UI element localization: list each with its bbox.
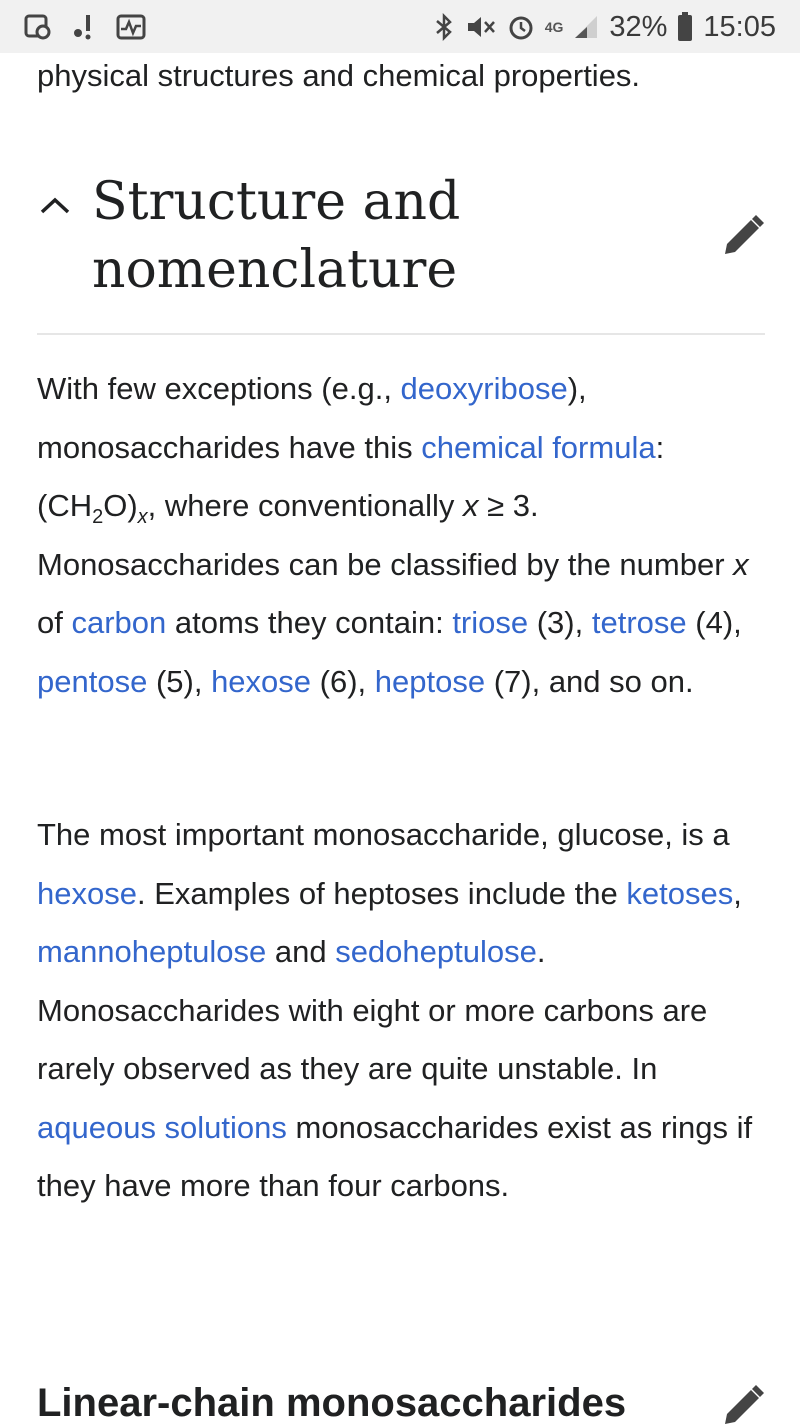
pencil-icon[interactable]: [721, 1384, 765, 1428]
screen-record-icon: [24, 14, 52, 40]
link-pentose[interactable]: pentose: [37, 663, 148, 699]
text: . Monosaccharides with eight or more carbons are rarely observed as they are quite unstable. In: [37, 934, 708, 1086]
link-hexose[interactable]: hexose: [211, 663, 312, 699]
status-right: [433, 10, 776, 44]
activity-icon: [116, 14, 146, 40]
link-chemical-formula[interactable]: chemical formula: [421, 429, 656, 465]
section-header-linear-chain[interactable]: [37, 1378, 765, 1428]
text: The most important monosaccharide, glucose, is a: [37, 817, 730, 852]
status-left: [24, 10, 146, 44]
text: monosaccharides exist as rings if they have more than four carbons.: [37, 1109, 753, 1203]
link-tetrose[interactable]: tetrose: [591, 605, 687, 640]
signal-icon: [573, 14, 599, 40]
network-type: 4G: [544, 19, 564, 35]
link-deoxyribose[interactable]: deoxyribose: [400, 371, 568, 406]
text: (6),: [311, 663, 375, 699]
italic-x: x: [463, 488, 479, 523]
link-aqueous-solutions[interactable]: aqueous solutions: [37, 1109, 287, 1145]
link-sedoheptulose[interactable]: sedoheptulose: [335, 934, 537, 969]
alarm-icon: [507, 13, 535, 41]
text: (4),: [686, 605, 742, 640]
text: ≥ 3. Monosaccharides can be classified by the number: [37, 488, 734, 582]
section-header-structure[interactable]: [37, 168, 765, 335]
subscript: 2: [92, 506, 104, 529]
link-hexose[interactable]: hexose: [37, 875, 137, 911]
pencil-icon[interactable]: [721, 214, 765, 258]
text: of: [37, 605, 72, 640]
text: , where conventionally: [147, 488, 464, 523]
clock: 15:05: [703, 10, 776, 43]
status-bar: [0, 0, 800, 53]
notification-icon: [70, 13, 98, 41]
bluetooth-icon: [433, 13, 455, 41]
subscript-x: x: [137, 506, 148, 529]
link-carbon[interactable]: carbon: [71, 605, 167, 640]
text: ), monosaccharides have this: [37, 371, 587, 465]
text: (3),: [528, 605, 592, 640]
paragraph-examples: [37, 806, 765, 1216]
chevron-up-icon[interactable]: [37, 190, 73, 220]
link-triose[interactable]: triose: [452, 605, 529, 640]
link-heptose[interactable]: heptose: [374, 663, 486, 699]
link-mannoheptulose[interactable]: mannoheptulose: [37, 934, 267, 969]
text: : (CH: [37, 429, 665, 523]
text: . Examples of heptoses include the: [136, 875, 627, 911]
battery-percent: 32%: [609, 10, 668, 43]
italic-x: x: [733, 546, 749, 582]
paragraph-formula: [37, 360, 765, 711]
mute-icon: [465, 13, 497, 41]
battery-icon: [677, 12, 693, 42]
text: atoms they contain:: [166, 605, 453, 640]
text: ,: [733, 875, 742, 911]
section-title: Linear-chain monosaccharides: [37, 1381, 627, 1425]
text: O): [103, 488, 138, 523]
link-ketoses[interactable]: ketoses: [626, 875, 734, 911]
section-title: Structure and nomenclature: [92, 172, 461, 300]
text: (5),: [147, 663, 212, 699]
lead-paragraph-tail: physical structures and chemical properties.: [37, 58, 641, 93]
text: With few exceptions (e.g.,: [37, 371, 401, 406]
text: and: [266, 934, 336, 969]
text: (7), and so on.: [485, 663, 694, 699]
